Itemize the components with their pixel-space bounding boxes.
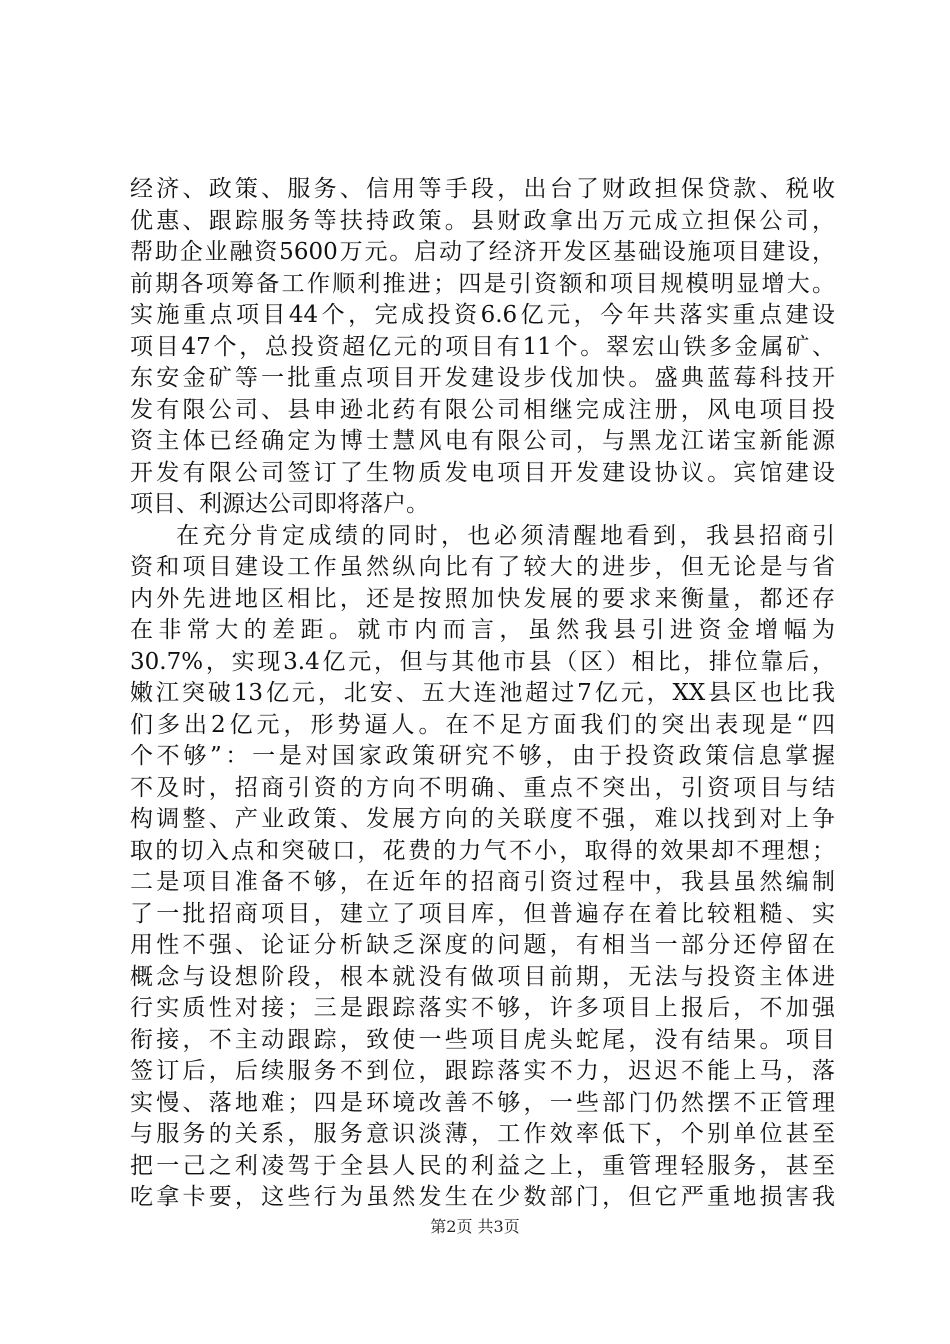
text-line: 东安金矿等一批重点项目开发建设步伐加快。盛典蓝莓科技开 — [130, 365, 835, 391]
text-line: 在非常大的差距。就市内而言，虽然我县引进资金增幅为 — [130, 617, 835, 643]
text-line: 嫩江突破13亿元，北安、五大连池超过7亿元，XX县区也比我 — [130, 680, 835, 706]
text-line: 开发有限公司签订了生物质发电项目开发建设协议。宾馆建设 — [130, 459, 835, 486]
text-line: 了一批招商项目，建立了项目库，但普遍存在着比较粗糙、实 — [130, 900, 835, 927]
text-line: 项目47个，总投资超亿元的项目有11个。翠宏山铁多金属矿、 — [130, 333, 835, 360]
text-line: 项目、利源达公司即将落户。 — [130, 491, 429, 517]
text-line: 们多出2亿元，形势逼人。在不足方面我们的突出表现是“四 — [130, 711, 835, 738]
text-line: 帮助企业融资5600万元。启动了经济开发区基础设施项目建设， — [130, 239, 835, 265]
text-line: 内外先进地区相比，还是按照加快发展的要求来衡量，都还存 — [130, 585, 835, 612]
text-line: 发有限公司、县申逊北药有限公司相继完成注册，风电项目投 — [130, 396, 835, 423]
page-footer: 第2页 共3页 — [430, 1217, 520, 1236]
text-line: 个不够”：一是对国家政策研究不够，由于投资政策信息掌握 — [130, 743, 835, 769]
text-line: 实慢、落地难；四是环境改善不够，一些部门仍然摆不正管理 — [130, 1089, 835, 1116]
paragraph-first-line: 在充分肯定成绩的同时，也必须清醒地看到，我县招商引 — [176, 522, 835, 549]
text-line: 用性不强、论证分析缺乏深度的问题，有相当一部分还停留在 — [130, 932, 835, 958]
text-line: 经济、政策、服务、信用等手段，出台了财政担保贷款、税收 — [130, 176, 835, 202]
text-line: 资主体已经确定为博士慧风电有限公司，与黑龙江诺宝新能源 — [130, 428, 835, 454]
text-line: 行实质性对接；三是跟踪落实不够，许多项目上报后，不加强 — [130, 995, 835, 1021]
text-line: 前期各项筹备工作顺利推进；四是引资额和项目规模明显增大。 — [130, 270, 835, 297]
text-line: 衔接，不主动跟踪，致使一些项目虎头蛇尾，没有结果。项目 — [130, 1026, 835, 1053]
text-line: 构调整、产业政策、发展方向的关联度不强，难以找到对上争 — [130, 806, 835, 832]
text-line: 签订后，后续服务不到位，跟踪落实不力，迟迟不能上马，落 — [130, 1058, 835, 1084]
text-line: 吃拿卡要，这些行为虽然发生在少数部门，但它严重地损害我 — [130, 1184, 835, 1210]
text-line: 优惠、跟踪服务等扶持政策。县财政拿出万元成立担保公司， — [130, 207, 835, 234]
text-line: 概念与设想阶段，根本就没有做项目前期，无法与投资主体进 — [130, 963, 835, 990]
text-line: 实施重点项目44个，完成投资6.6亿元，今年共落实重点建设 — [130, 302, 835, 328]
text-line: 30.7%，实现3.4亿元，但与其他市县（区）相比，排位靠后， — [130, 648, 835, 675]
text-line: 把一己之利凌驾于全县人民的利益之上，重管理轻服务，甚至 — [130, 1152, 835, 1179]
text-line: 不及时，招商引资的方向不明确、重点不突出，引资项目与结 — [130, 774, 835, 801]
text-line: 取的切入点和突破口，花费的力气不小，取得的效果却不理想； — [130, 837, 835, 864]
body-text — [130, 174, 835, 1214]
text-line: 二是项目准备不够，在近年的招商引资过程中，我县虽然编制 — [130, 869, 835, 895]
text-line: 与服务的关系，服务意识淡薄，工作效率低下，个别单位甚至 — [130, 1121, 835, 1147]
text-line: 资和项目建设工作虽然纵向比有了较大的进步，但无论是与省 — [130, 554, 835, 580]
